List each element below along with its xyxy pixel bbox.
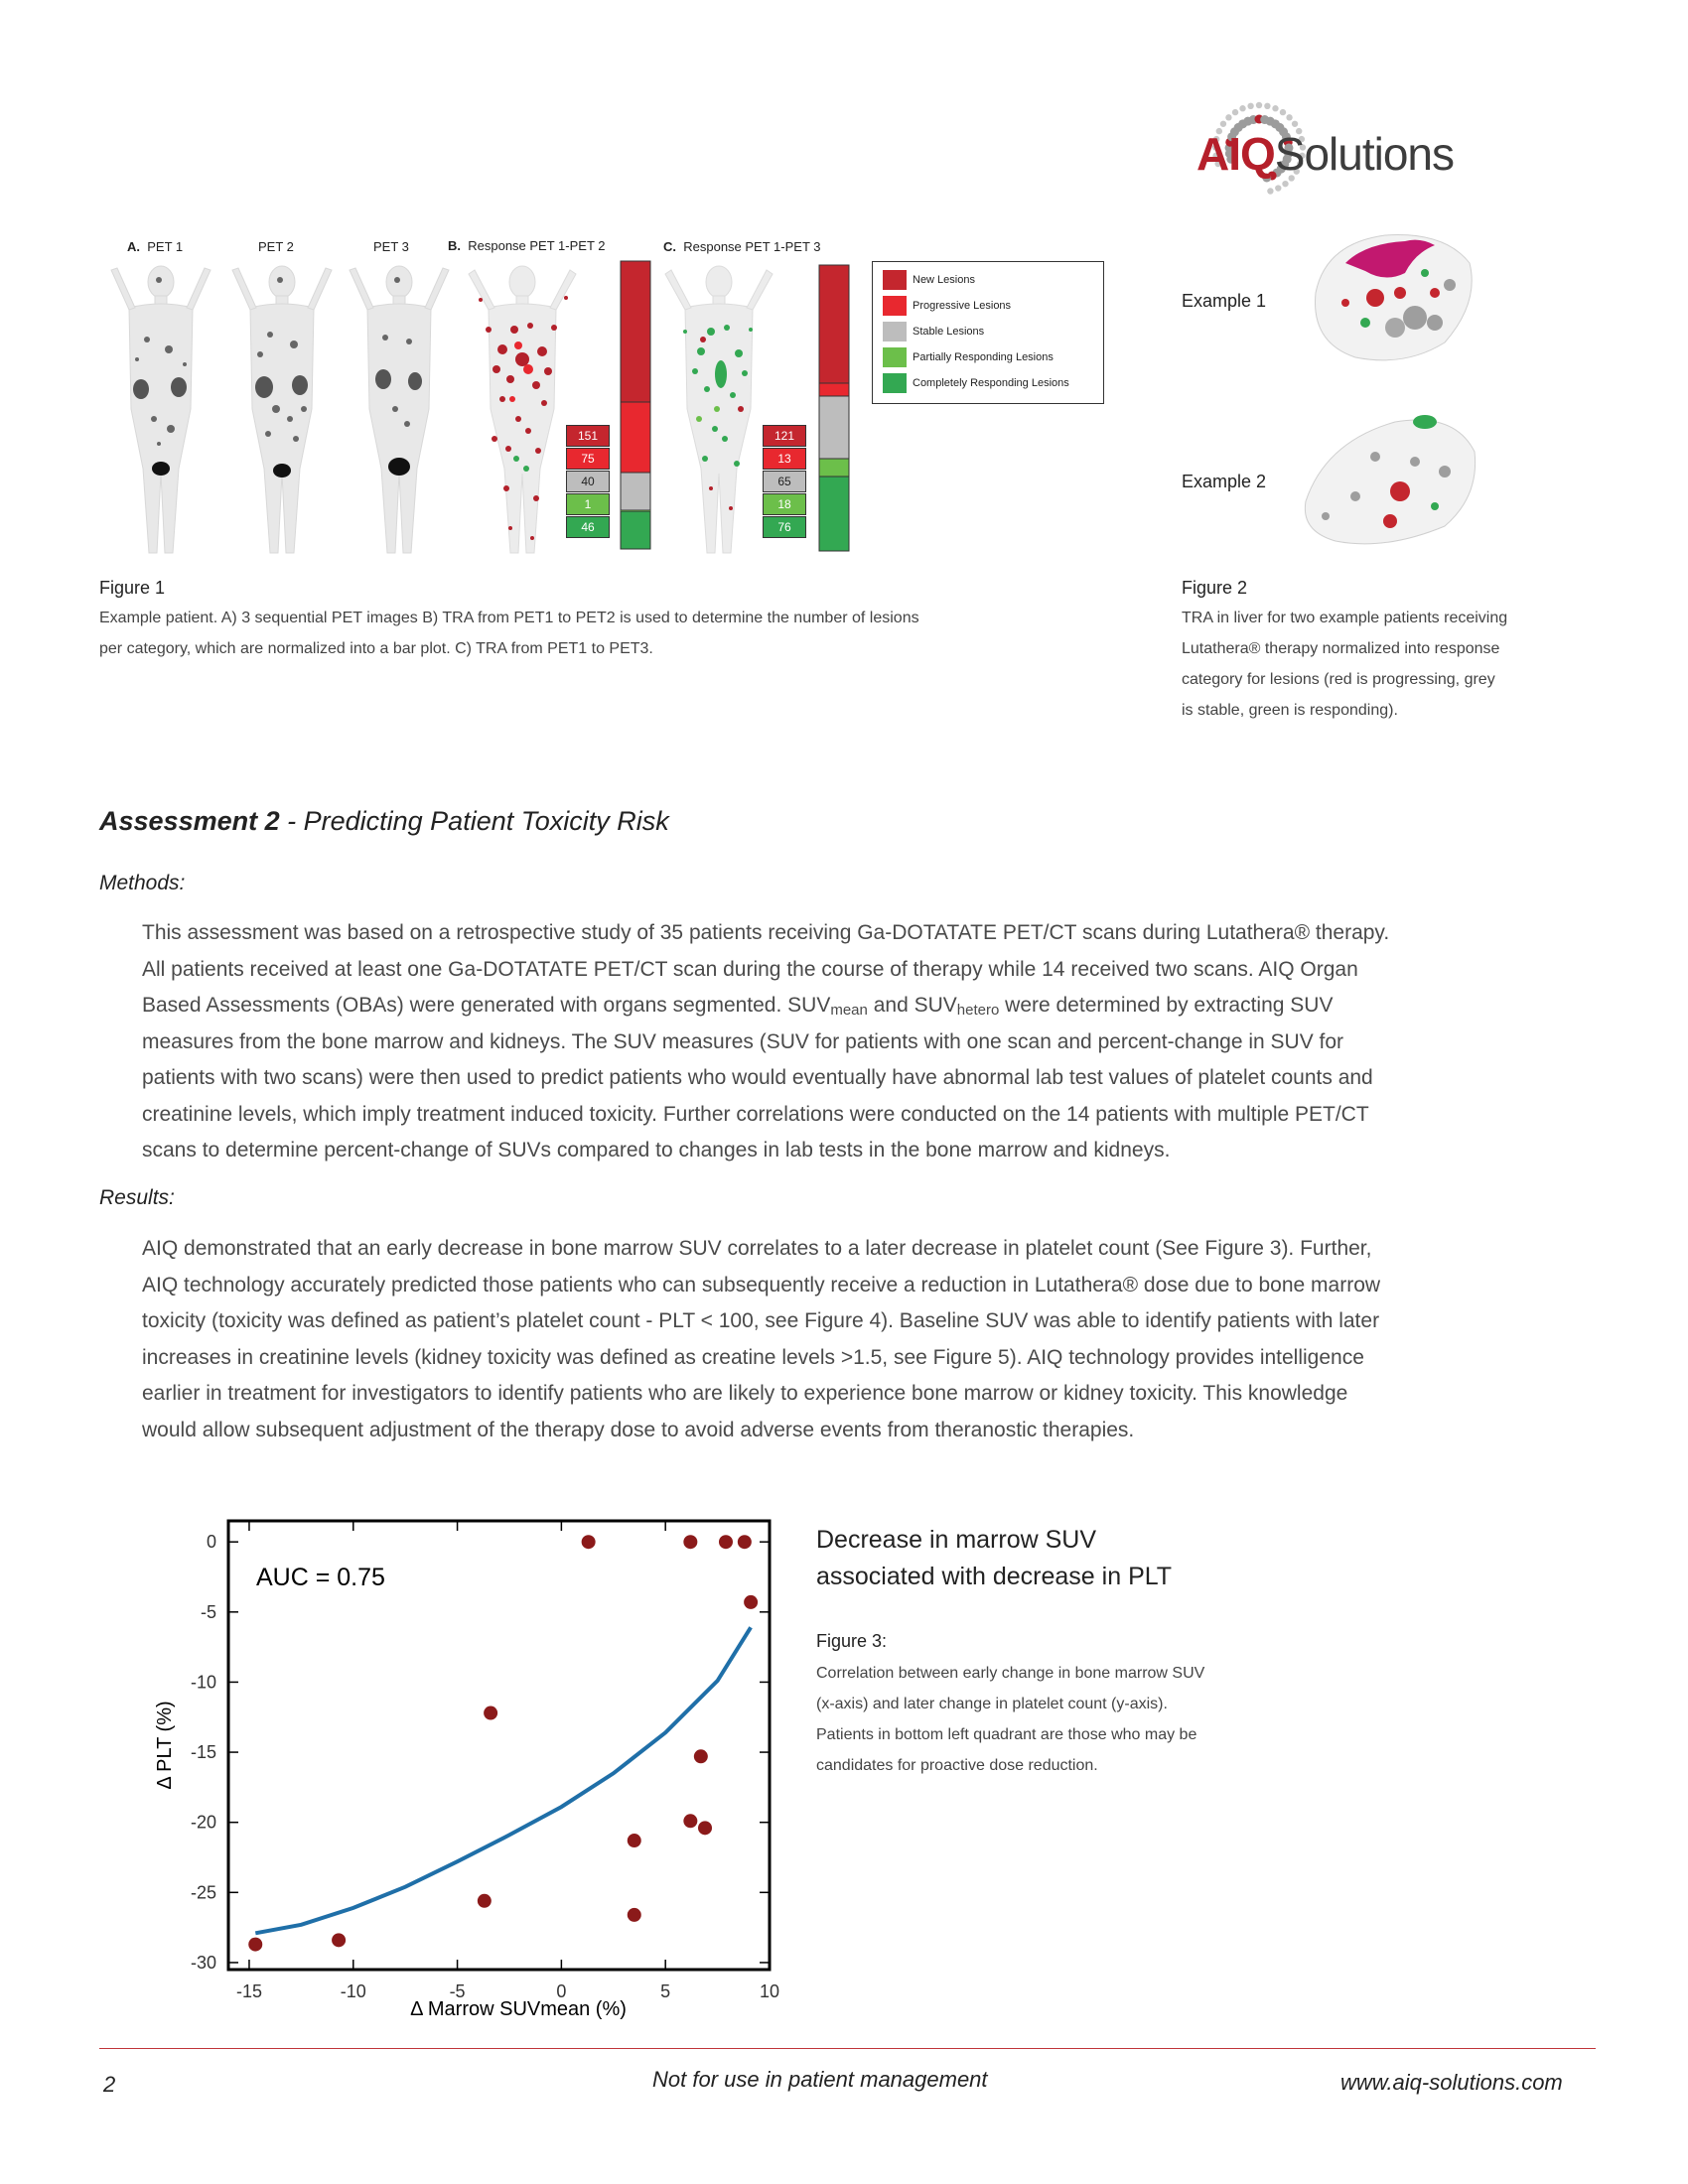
figure3-caption-line: Patients in bottom left quadrant are those who may be <box>816 1726 1197 1743</box>
count-b-new: 151 <box>566 425 610 447</box>
x-tick-label: -5 <box>449 1981 466 2001</box>
results-line: toxicity (toxicity was defined as patient’s platelet count - PLT < 100, see Figure 4). Baseline SUV was able to identify patients with later <box>142 1309 1380 1332</box>
footer-divider <box>99 2048 1596 2049</box>
pet2-image <box>220 260 345 558</box>
logo-aiq: AIQ <box>1196 128 1275 180</box>
x-tick-label: -10 <box>340 1981 366 2001</box>
y-tick-label: -20 <box>190 1812 216 1833</box>
logo-dot <box>1292 121 1298 127</box>
results-paragraph <box>142 1231 1380 1448</box>
y-tick-label: -5 <box>200 1601 216 1622</box>
figure1-title: Figure 1 <box>99 578 166 598</box>
data-point <box>738 1535 752 1549</box>
count-b-progressive: 75 <box>566 448 610 470</box>
data-point <box>582 1535 596 1549</box>
data-point <box>683 1535 697 1549</box>
methods-label: Methods: <box>99 872 186 894</box>
methods-line: scans to determine percent-change of SUVs compared to changes in lab tests in the bone marrow and kidneys. <box>142 1139 1171 1161</box>
data-point <box>683 1814 697 1828</box>
panel-label-response-b: B. Response PET 1-PET 2 <box>448 238 606 253</box>
data-point <box>694 1749 708 1763</box>
data-point <box>628 1908 641 1922</box>
figure2-caption-line: TRA in liver for two example patients receiving <box>1182 610 1508 626</box>
figure1-legend: New Lesions Progressive Lesions Stable Lesions Partially Responding Lesions Completely Responding Lesions <box>872 261 1104 404</box>
footer-website[interactable]: www.aiq-solutions.com <box>1340 2070 1563 2095</box>
pet1-image <box>99 260 223 558</box>
results-line: AIQ technology accurately predicted those patients who can subsequently receive a reduction in Lutathera® dose due to bone marrow <box>142 1273 1381 1297</box>
results-line: would allow subsequent adjustment of the therapy dose to avoid adverse events from theranostic therapies. <box>142 1418 1135 1441</box>
panel-label-pet1: A. PET 1 <box>127 239 184 254</box>
example1-label: Example 1 <box>1182 291 1267 311</box>
count-c-complete: 76 <box>763 516 806 538</box>
section-heading: Assessment 2 - Predicting Patient Toxicity Risk <box>99 806 669 836</box>
y-tick-label: 0 <box>206 1532 216 1553</box>
figure3-caption <box>816 1658 1318 1781</box>
x-tick-label: 10 <box>759 1981 780 2001</box>
logo-dot <box>1280 109 1286 115</box>
example2-label: Example 2 <box>1182 472 1267 491</box>
logo-dot <box>1272 105 1278 111</box>
count-c-partial: 18 <box>763 493 806 515</box>
logo-dot <box>1225 114 1231 120</box>
figure2-caption <box>1182 603 1599 726</box>
logo-dot <box>1275 185 1281 191</box>
liver-example1-image <box>1296 223 1484 372</box>
logo-dot <box>1256 102 1262 108</box>
figure3-caption-line: (x-axis) and later change in platelet count (y-axis). <box>816 1696 1168 1712</box>
legend-swatch <box>883 270 907 290</box>
x-tick-label: 5 <box>660 1981 671 2001</box>
figure1-caption-line2: per category, which are normalized into a bar plot. C) TRA from PET1 to PET3. <box>99 640 653 657</box>
count-c-stable: 65 <box>763 471 806 492</box>
figure3-caption-line: candidates for proactive dose reduction. <box>816 1757 1098 1774</box>
panel-label-pet2: PET 2 <box>258 239 294 254</box>
methods-line: All patients received at least one Ga-DOTATATE PET/CT scan during the course of therapy while 14 received two scans. AIQ Organ <box>142 957 1358 981</box>
legend-swatch <box>883 322 907 341</box>
methods-paragraph <box>142 915 1389 1169</box>
figure3-heading-line: associated with decrease in PLT <box>816 1563 1173 1590</box>
data-point <box>332 1933 346 1947</box>
methods-line: measures from the bone marrow and kidneys. The SUV measures (SUV for patients with one scan and percent-change in SUV for <box>142 1029 1344 1053</box>
figure3-heading-line: Decrease in marrow SUV <box>816 1526 1097 1554</box>
figure2-caption-line: Lutathera® therapy normalized into response <box>1182 640 1500 657</box>
count-b-partial: 1 <box>566 493 610 515</box>
liver-example2-image <box>1296 402 1484 551</box>
figure2-title: Figure 2 <box>1182 578 1248 598</box>
logo-dot <box>1264 103 1270 109</box>
logo-dot <box>1267 188 1273 194</box>
data-point <box>744 1595 758 1609</box>
count-c-new: 121 <box>763 425 806 447</box>
legend-swatch <box>883 373 907 393</box>
logo-dot <box>1239 105 1245 111</box>
fit-curve <box>255 1627 751 1933</box>
methods-line: This assessment was based on a retrospective study of 35 patients receiving Ga-DOTATATE PET/CT scans during Lutathera® therapy. <box>142 921 1390 944</box>
results-line: earlier in treatment for investigators to identify patients who are likely to experience bone marrow or kidney toxicity. This knowledge <box>142 1382 1348 1405</box>
logo-wordmark <box>1196 128 1455 180</box>
logo-dot <box>1247 103 1253 109</box>
footer-disclaimer: Not for use in patient management <box>652 2067 988 2092</box>
stacked-bar-b <box>620 260 651 550</box>
panel-label-pet3: PET 3 <box>373 239 409 254</box>
count-b-complete: 46 <box>566 516 610 538</box>
data-point <box>698 1821 712 1835</box>
count-c-progressive: 13 <box>763 448 806 470</box>
aiq-logo <box>1196 91 1604 210</box>
x-axis-label: Δ Marrow SUVmean (%) <box>410 1998 627 2020</box>
logo-solutions: Solutions <box>1274 128 1455 180</box>
data-point <box>248 1938 262 1952</box>
figure1-caption-line1: Example patient. A) 3 sequential PET images B) TRA from PET1 to PET2 is used to determine the number of lesions <box>99 610 919 626</box>
figure3-title: Figure 3: <box>816 1631 888 1651</box>
figure3-caption-line: Correlation between early change in bone marrow SUV <box>816 1665 1205 1682</box>
data-point <box>484 1706 497 1720</box>
x-tick-label: 0 <box>556 1981 567 2001</box>
auc-annotation: AUC = 0.75 <box>256 1564 385 1591</box>
panel-label-response-c: C. Response PET 1-PET 3 <box>663 239 821 254</box>
x-tick-label: -15 <box>235 1981 262 2001</box>
data-point <box>478 1894 492 1908</box>
logo-dot <box>1220 121 1226 127</box>
data-point <box>628 1834 641 1847</box>
logo-dot <box>1232 109 1238 115</box>
count-b-stable: 40 <box>566 471 610 492</box>
results-label: Results: <box>99 1186 175 1209</box>
figure2-caption-line: category for lesions (red is progressing, grey <box>1182 671 1495 688</box>
data-point <box>719 1535 733 1549</box>
figure2-caption-line: is stable, green is responding). <box>1182 702 1398 719</box>
figure3-heading <box>816 1522 1172 1595</box>
y-axis-label: Δ PLT (%) <box>154 1701 176 1790</box>
results-line: increases in creatinine levels (kidney toxicity was defined as creatine levels >1.5, see Figure 5). AIQ technology provides intelligence <box>142 1345 1364 1369</box>
results-line: AIQ demonstrated that an early decrease in bone marrow SUV correlates to a later decrease in platelet count (See Figure 3). Further, <box>142 1237 1372 1260</box>
y-tick-label: -15 <box>190 1742 216 1763</box>
logo-dot <box>1286 114 1292 120</box>
logo-dot <box>1282 181 1288 187</box>
y-tick-label: -25 <box>190 1882 216 1903</box>
figure3-scatter-chart <box>139 1509 794 2025</box>
legend-swatch <box>883 347 907 367</box>
methods-line: creatinine levels, which imply treatment induced toxicity. Further correlations were conducted on the 14 patients with multiple PET/CT <box>142 1102 1369 1126</box>
legend-swatch <box>883 296 907 316</box>
pet3-image <box>338 260 462 558</box>
methods-line: patients with two scans) were then used to predict patients who would eventually have abnormal lab test values of platelet counts and <box>142 1066 1373 1089</box>
page-number: 2 <box>103 2072 116 2097</box>
y-tick-label: -10 <box>190 1672 216 1693</box>
y-tick-label: -30 <box>190 1952 216 1973</box>
stacked-bar-c <box>818 264 850 552</box>
methods-line: Based Assessments (OBAs) were generated with organs segmented. $SUV_{mean}$ and $SUV_{hetero}$ were determined by extracting SUV <box>142 994 1334 1019</box>
